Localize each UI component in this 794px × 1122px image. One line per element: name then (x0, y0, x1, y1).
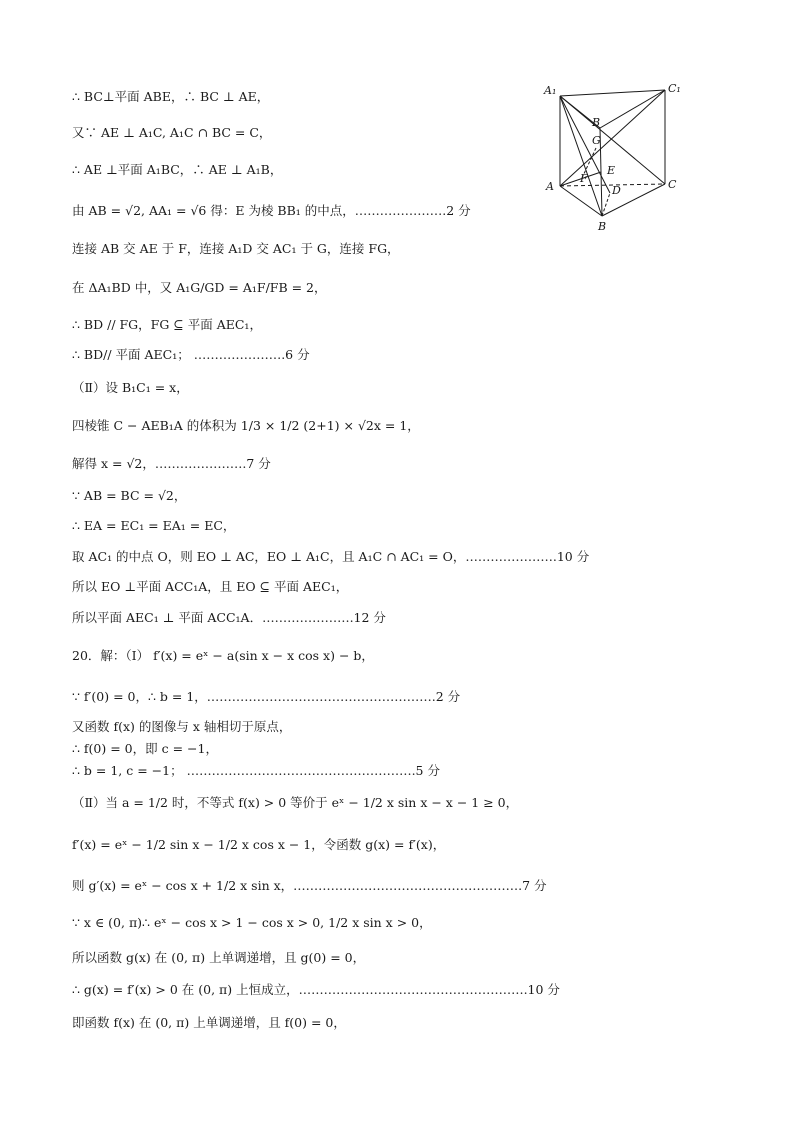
text-line: 即函数 f(x) 在 (0, π) 上单调递增，且 f(0) = 0， (72, 1015, 346, 1030)
text-line: 在 ΔA₁BD 中，又 A₁G/GD = A₁F/FB = 2， (72, 280, 327, 295)
text-line: 取 AC₁ 的中点 O，则 EO ⊥ AC，EO ⊥ A₁C，且 A₁C ∩ AC₁ = O，………………….10 分 (72, 549, 590, 564)
text-line: 解得 x = √2，………………….7 分 (72, 456, 271, 471)
text-line: 由 AB = √2, AA₁ = √6 得：E 为棱 BB₁ 的中点，………………….2 分 (72, 203, 471, 218)
text-line: ∴ EA = EC₁ = EA₁ = EC， (72, 518, 236, 533)
text-line: ∴ BD// 平面 AEC₁； ………………….6 分 (72, 347, 310, 362)
label-E: E (607, 164, 616, 177)
prism-diagram (540, 78, 700, 238)
text-line: ∵ f′(0) = 0，∴ b = 1，……………………………………………….2 分 (72, 689, 461, 704)
text-line: f′(x) = eˣ − 1/2 sin x − 1/2 x cos x − 1，令函数 g(x) = f′(x)， (72, 837, 446, 852)
label-B: B (598, 220, 607, 233)
text-line: ∴ f(0) = 0，即 c = −1， (72, 741, 218, 756)
label-C1: C₁ (668, 82, 681, 95)
text-line: （Ⅱ）设 B₁C₁ = x， (72, 380, 189, 395)
text-line: 所以 EO ⊥平面 ACC₁A，且 EO ⊆ 平面 AEC₁， (72, 579, 349, 594)
text-line: 连接 AB 交 AE 于 F，连接 A₁D 交 AC₁ 于 G，连接 FG， (72, 241, 400, 256)
text-line: 又∵ AE ⊥ A₁C, A₁C ∩ BC = C， (72, 125, 272, 140)
text-line: ∵ AB = BC = √2， (72, 488, 187, 503)
text-line: ∴ b = 1, c = −1； ……………………………………………….5 分 (72, 763, 440, 778)
label-C: C (668, 178, 677, 191)
text-line: ∴ BC⊥平面 ABE，∴ BC ⊥ AE， (72, 89, 270, 104)
label-B1: B (592, 116, 601, 129)
text-line: ∴ g(x) = f′(x) > 0 在 (0, π) 上恒成立，……………………………………………….10 分 (72, 982, 560, 997)
label-G: G (592, 134, 601, 147)
label-F: F (580, 172, 588, 185)
text-line: ∵ x ∈ (0, π)∴ eˣ − cos x > 1 − cos x > 0, 1/2 x sin x > 0， (72, 915, 432, 930)
text-line: 四棱锥 C − AEB₁A 的体积为 1/3 × 1/2 (2+1) × √2x = 1， (72, 418, 420, 433)
label-A1: A₁ (544, 84, 557, 97)
text-line: 所以平面 AEC₁ ⊥ 平面 ACC₁A．………………….12 分 (72, 610, 386, 625)
text-line: 又函数 f(x) 的图像与 x 轴相切于原点， (72, 719, 292, 734)
text-line: ∴ BD // FG，FG ⊆ 平面 AEC₁， (72, 317, 262, 332)
text-line: 20．解：（Ⅰ） f′(x) = eˣ − a(sin x − x cos x) − b， (72, 648, 374, 663)
text-line: 则 g′(x) = eˣ − cos x + 1/2 x sin x，……………………………………………….7 分 (72, 878, 547, 893)
text-line: ∴ AE ⊥平面 A₁BC，∴ AE ⊥ A₁B， (72, 162, 283, 177)
text-line: （Ⅱ）当 a = 1/2 时，不等式 f(x) > 0 等价于 eˣ − 1/2 x sin x − x − 1 ≥ 0， (72, 795, 519, 810)
label-A: A (546, 180, 554, 193)
label-D: D (612, 184, 621, 197)
text-line: 所以函数 g(x) 在 (0, π) 上单调递增，且 g(0) = 0， (72, 950, 366, 965)
prism-figure (540, 78, 700, 238)
